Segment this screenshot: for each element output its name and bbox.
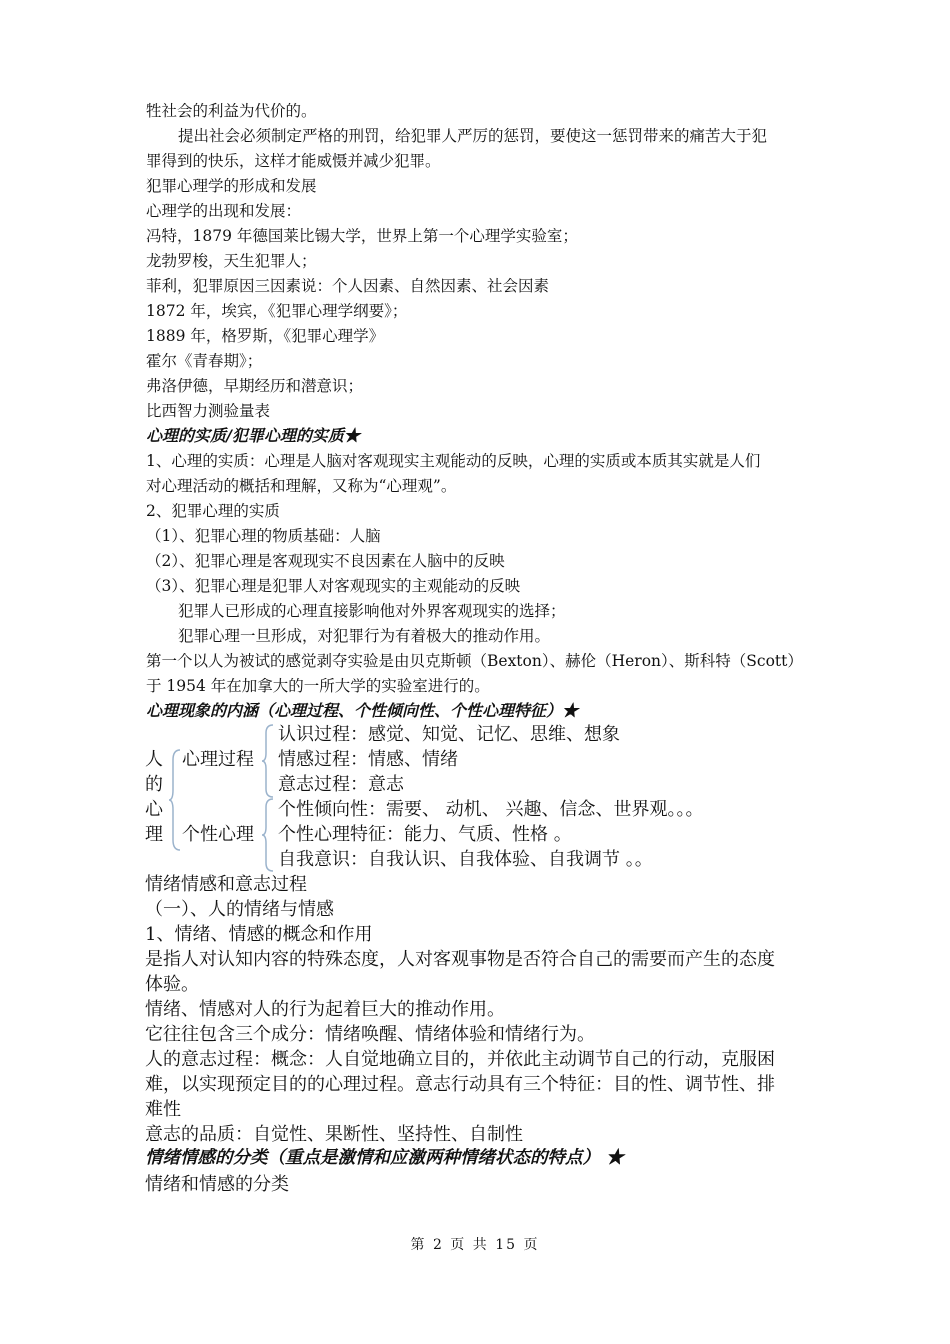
diagram-group-label: 个性心理 xyxy=(182,824,254,845)
diagram-root-char: 的 xyxy=(145,774,163,795)
list-item: （2）、犯罪心理是客观现实不良因素在人脑中的反映 xyxy=(146,552,505,570)
list-item: （3）、犯罪心理是犯罪人对客观现实的主观能动的反映 xyxy=(146,577,521,595)
page-footer: 第 2 页 共 15 页 xyxy=(410,1237,540,1253)
text-line: 心理学的出现和发展： xyxy=(146,202,302,220)
text-line: 罪得到的快乐，这样才能威慑并减少犯罪。 xyxy=(146,152,441,170)
text-line: 体验。 xyxy=(145,974,199,995)
text-line: 对心理活动的概括和理解，又称为“心理观”。 xyxy=(146,477,457,495)
text-line: 龙勃罗梭，天生犯罪人； xyxy=(146,252,317,270)
text-line: 情绪、情感对人的行为起着巨大的推动作用。 xyxy=(145,999,505,1020)
text-line: 意志的品质：自觉性、果断性、坚持性、自制性 xyxy=(145,1124,523,1145)
text-line: 于 1954 年在加拿大的一所大学的实验室进行的。 xyxy=(146,677,490,695)
text-line: 是指人对认知内容的特殊态度，人对客观事物是否符合自己的需要而产生的态度 xyxy=(145,949,775,970)
diagram-root-char: 理 xyxy=(145,824,163,845)
text-line: 它往往包含三个成分：情绪唤醒、情绪体验和情绪行为。 xyxy=(145,1024,595,1045)
text-line: 1889 年，格罗斯，《犯罪心理学》 xyxy=(146,327,385,345)
text-line: 菲利，犯罪原因三因素说：个人因素、自然因素、社会因素 xyxy=(146,277,550,295)
text-line: 比西智力测验量表 xyxy=(146,402,271,420)
diagram-item: 意志过程：意志 xyxy=(278,774,404,795)
text-line: 2、犯罪心理的实质 xyxy=(146,502,280,520)
diagram-item: 认识过程：感觉、知觉、记忆、思维、想象 xyxy=(278,724,620,745)
text-line: （一）、人的情绪与情感 xyxy=(145,899,334,920)
text-line: 1、情绪、情感的概念和作用 xyxy=(145,924,373,945)
text-line: 第一个以人为被试的感觉剥夺实验是由贝克斯顿（Bexton）、赫伦（Heron）、斯科特（Scott） xyxy=(146,652,803,670)
text-line: 人的意志过程：概念：人自觉地确立目的，并依此主动调节自己的行动，克服困 xyxy=(145,1049,775,1070)
text-line: 冯特，1879 年德国莱比锡大学，世界上第一个心理学实验室； xyxy=(146,227,578,245)
diagram-item: 个性倾向性：需要、 动机、 兴趣、信念、世界观。。。 xyxy=(278,799,704,820)
diagram-item: 个性心理特征：能力、气质、性格 。 xyxy=(278,824,572,845)
section-heading: 犯罪心理学的形成和发展 xyxy=(146,177,317,195)
text-line: 难性 xyxy=(145,1099,181,1120)
text-line: 弗洛伊德，早期经历和潜意识； xyxy=(146,377,364,395)
text-line: 提出社会必须制定严格的刑罚，给犯罪人严厉的惩罚，要使这一惩罚带来的痛苦大于犯 xyxy=(178,127,768,145)
text-line: 霍尔《青春期》； xyxy=(146,352,263,370)
bold-heading: 情绪情感的分类（重点是激情和应激两种情绪状态的特点） ★ xyxy=(145,1148,624,1168)
text-line: 犯罪人已形成的心理直接影响他对外界客观现实的选择； xyxy=(178,602,566,620)
bold-heading: 心理的实质/犯罪心理的实质★ xyxy=(146,426,360,445)
text-line: 牲社会的利益为代价的。 xyxy=(146,102,317,120)
left-brace-icon xyxy=(261,723,275,799)
diagram-group-label: 心理过程 xyxy=(182,749,254,770)
diagram-item: 情感过程：情感、情绪 xyxy=(278,749,458,770)
text-line: 难，以实现预定目的的心理过程。意志行动具有三个特征：目的性、调节性、排 xyxy=(145,1074,775,1095)
section-heading: 情绪情感和意志过程 xyxy=(145,874,307,895)
diagram-root-char: 人 xyxy=(145,749,163,770)
list-item: （1）、犯罪心理的物质基础：人脑 xyxy=(146,527,381,545)
text-line: 1872 年，埃宾，《犯罪心理学纲要》； xyxy=(146,302,408,320)
left-brace-icon xyxy=(261,797,275,873)
text-line: 犯罪心理一旦形成，对犯罪行为有着极大的推动作用。 xyxy=(178,627,551,645)
diagram-item: 自我意识：自我认识、自我体验、自我调节 。。 xyxy=(278,849,653,870)
text-line: 情绪和情感的分类 xyxy=(145,1174,289,1195)
left-brace-icon xyxy=(168,748,182,852)
diagram-root-char: 心 xyxy=(145,799,163,820)
bold-heading: 心理现象的内涵（心理过程、个性倾向性、个性心理特征）★ xyxy=(146,701,579,720)
text-line: 1、心理的实质：心理是人脑对客观现实主观能动的反映，心理的实质或本质其实就是人们 xyxy=(146,452,761,470)
